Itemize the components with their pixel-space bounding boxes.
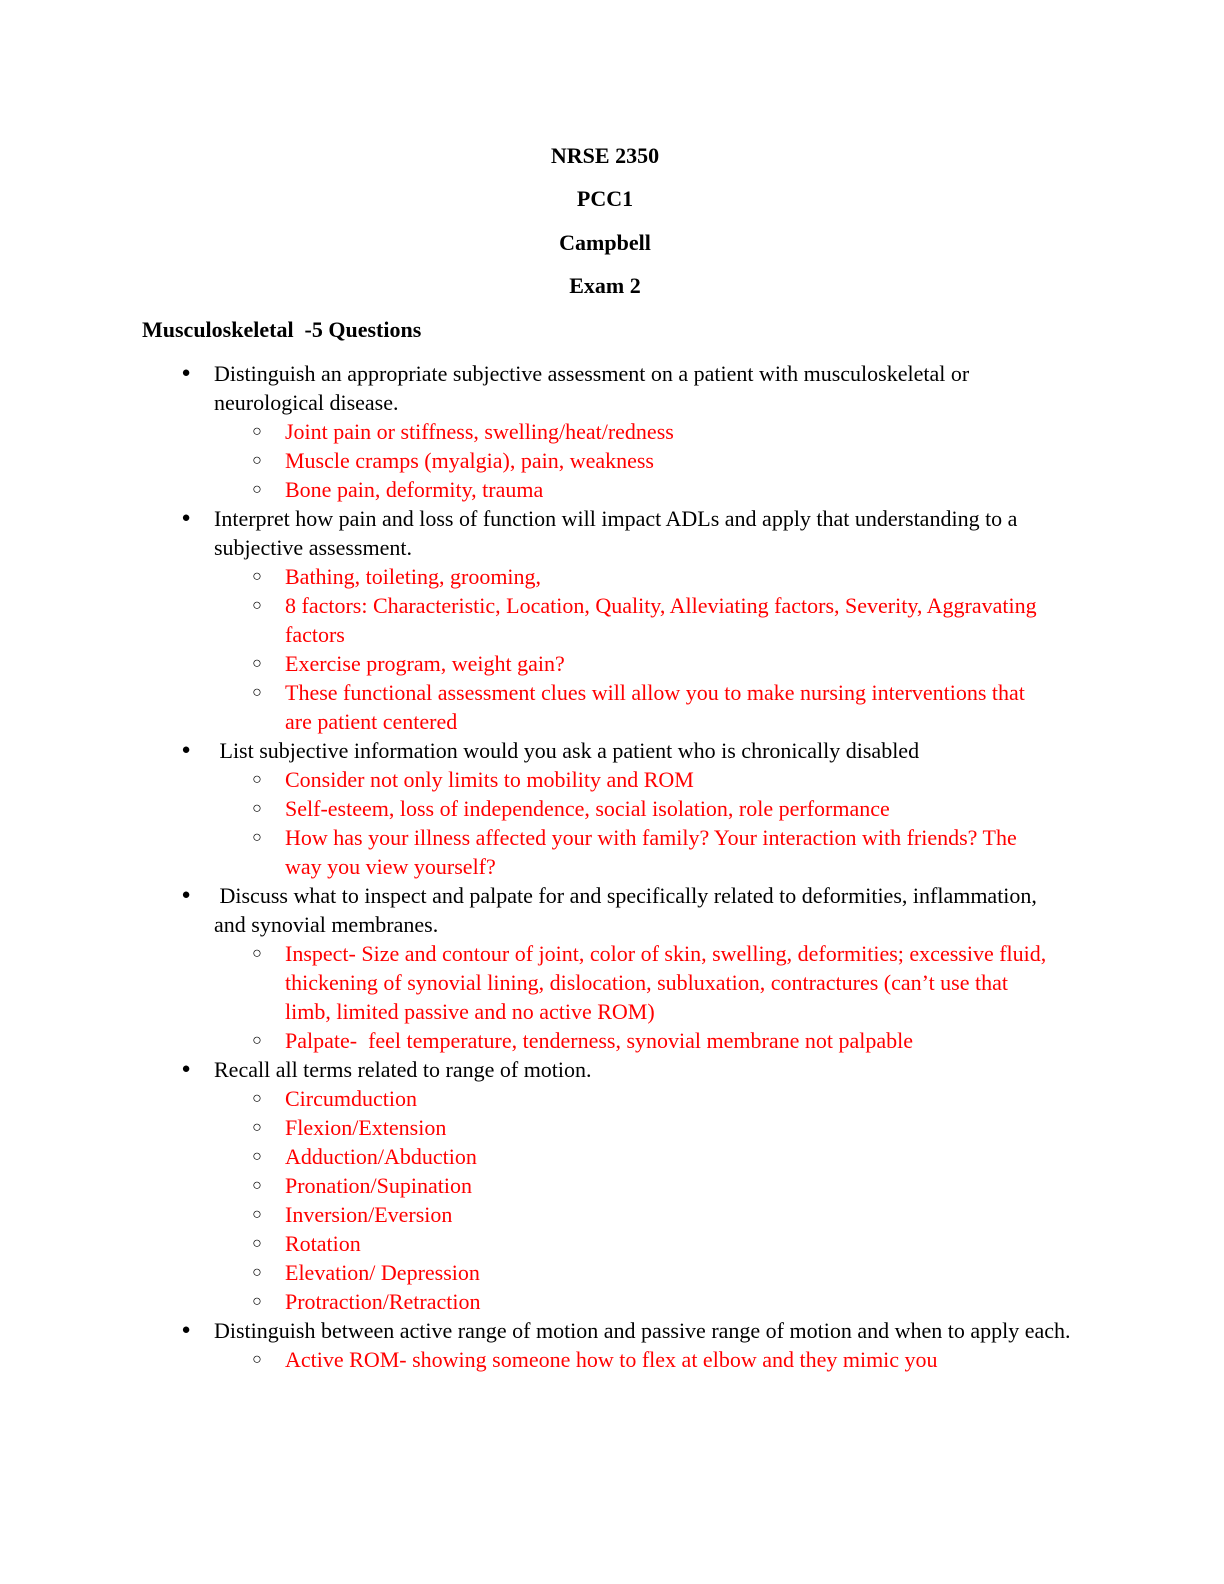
sub-bullet-item <box>0 562 1055 591</box>
sub-bullet-item <box>0 1200 1055 1229</box>
bullet-icon: ● <box>181 365 191 381</box>
hollow-circle-icon: ○ <box>252 1235 262 1252</box>
sub-bullet-text: How has your illness affected your with family? Your interaction with friends? The way you view yourself? <box>285 825 1023 879</box>
sub-bullet-text: Pronation/Supination <box>285 1173 472 1198</box>
hollow-circle-icon: ○ <box>252 1293 262 1310</box>
sub-bullet-text: Protraction/Retraction <box>285 1289 481 1314</box>
sub-bullet-text: Joint pain or stiffness, swelling/heat/redness <box>285 419 674 444</box>
sub-bullet-text: Muscle cramps (myalgia), pain, weakness <box>285 448 654 473</box>
bullet-text: List subjective information would you ask a patient who is chronically disabled <box>214 738 920 763</box>
hollow-circle-icon: ○ <box>252 481 262 498</box>
title-block <box>0 140 1210 313</box>
sub-bullet-item <box>0 1171 1055 1200</box>
hollow-circle-icon: ○ <box>252 800 262 817</box>
bullet-icon: ● <box>181 887 191 903</box>
hollow-circle-icon: ○ <box>252 1148 262 1165</box>
section-heading: Musculoskeletal -5 Questions <box>142 317 422 342</box>
sub-bullet-item <box>0 794 1055 823</box>
hollow-circle-icon: ○ <box>252 597 262 614</box>
hollow-circle-icon: ○ <box>252 1119 262 1136</box>
sub-bullet-item <box>0 475 1055 504</box>
sub-bullet-text: Palpate- feel temperature, tenderness, synovial membrane not palpable <box>285 1028 913 1053</box>
sub-bullet-item <box>0 1084 1055 1113</box>
sub-bullet-text: Inspect- Size and contour of joint, color of skin, swelling, deformities; excessive fluid, thickening of synovial lining, dislocation, subluxation, contractures (can’t use that limb, limited passive and no active ROM) <box>285 941 1052 1024</box>
bullet-text: Discuss what to inspect and palpate for and specifically related to deformities, inflammation, and synovial membranes. <box>214 883 1043 937</box>
sub-bullet-text: Consider not only limits to mobility and ROM <box>285 767 694 792</box>
sub-bullet-item <box>0 1229 1055 1258</box>
exam-title: Exam 2 <box>569 272 641 298</box>
sub-bullet-text: Circumduction <box>285 1086 417 1111</box>
bullet-item <box>0 504 1074 562</box>
sub-bullet-item <box>0 1258 1055 1287</box>
hollow-circle-icon: ○ <box>252 771 262 788</box>
bullet-text: Distinguish between active range of motion and passive range of motion and when to apply each. <box>214 1318 1071 1343</box>
sub-bullet-item <box>0 1345 1055 1374</box>
hollow-circle-icon: ○ <box>252 655 262 672</box>
bullet-item <box>0 1316 1074 1345</box>
sub-bullet-text: Inversion/Eversion <box>285 1202 453 1227</box>
sub-bullet-text: Flexion/Extension <box>285 1115 447 1140</box>
sub-bullet-text: Elevation/ Depression <box>285 1260 480 1285</box>
hollow-circle-icon: ○ <box>252 568 262 585</box>
bullet-item <box>0 359 1074 417</box>
hollow-circle-icon: ○ <box>252 945 262 962</box>
sub-bullet-text: Active ROM- showing someone how to flex at elbow and they mimic you <box>285 1347 938 1372</box>
sub-bullet-text: Self-esteem, loss of independence, social isolation, role performance <box>285 796 890 821</box>
sub-bullet-text: Rotation <box>285 1231 361 1256</box>
instructor-name: Campbell <box>559 229 651 255</box>
sub-bullet-item <box>0 1142 1055 1171</box>
sub-bullet-item <box>0 446 1055 475</box>
sub-bullet-item <box>0 417 1055 446</box>
bullet-text: Interpret how pain and loss of function will impact ADLs and apply that understanding to a subjective assessment. <box>214 506 1023 560</box>
hollow-circle-icon: ○ <box>252 1177 262 1194</box>
sub-bullet-item <box>0 823 1055 881</box>
bullet-list <box>0 359 1224 1374</box>
sub-bullet-text: Bathing, toileting, grooming, <box>285 564 542 589</box>
sub-bullet-text: These functional assessment clues will allow you to make nursing interventions that are patient centered <box>285 680 1031 734</box>
hollow-circle-icon: ○ <box>252 1090 262 1107</box>
course-name: PCC1 <box>576 186 634 212</box>
sub-bullet-item <box>0 1026 1055 1055</box>
course-code: NRSE 2350 <box>550 143 660 168</box>
hollow-circle-icon: ○ <box>252 1351 262 1368</box>
hollow-circle-icon: ○ <box>252 1032 262 1049</box>
sub-bullet-text: Adduction/Abduction <box>285 1144 477 1169</box>
bullet-icon: ● <box>181 1322 191 1338</box>
sub-bullet-item <box>0 939 1055 1026</box>
hollow-circle-icon: ○ <box>252 829 262 846</box>
hollow-circle-icon: ○ <box>252 1206 262 1223</box>
bullet-icon: ● <box>181 742 191 758</box>
bullet-icon: ● <box>181 510 191 526</box>
sub-bullet-text: Bone pain, deformity, trauma <box>285 477 544 502</box>
bullet-text: Distinguish an appropriate subjective assessment on a patient with musculoskeletal or neurological disease. <box>214 361 975 415</box>
bullet-icon: ● <box>181 1061 191 1077</box>
sub-bullet-item <box>0 765 1055 794</box>
bullet-item <box>0 736 1074 765</box>
sub-bullet-item <box>0 678 1055 736</box>
sub-bullet-item <box>0 1287 1055 1316</box>
bullet-item <box>0 881 1074 939</box>
hollow-circle-icon: ○ <box>252 452 262 469</box>
hollow-circle-icon: ○ <box>252 1264 262 1281</box>
sub-bullet-item <box>0 649 1055 678</box>
bullet-item <box>0 1055 1074 1084</box>
sub-bullet-item <box>0 1113 1055 1142</box>
sub-bullet-text: Exercise program, weight gain? <box>285 651 565 676</box>
hollow-circle-icon: ○ <box>252 423 262 440</box>
sub-bullet-text: 8 factors: Characteristic, Location, Quality, Alleviating factors, Severity, Aggravating factors <box>285 593 1043 647</box>
hollow-circle-icon: ○ <box>252 684 262 701</box>
sub-bullet-item <box>0 591 1055 649</box>
bullet-text: Recall all terms related to range of motion. <box>214 1057 592 1082</box>
